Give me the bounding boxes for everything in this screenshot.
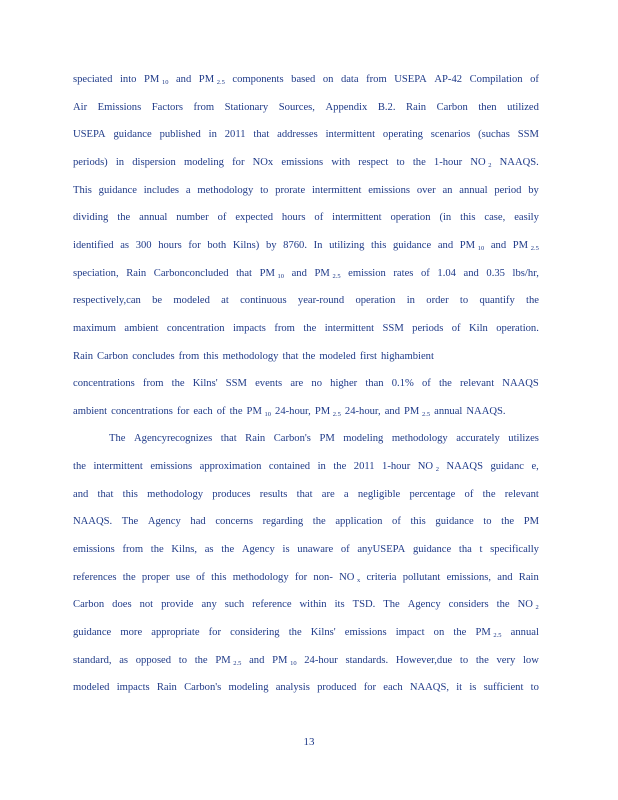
text-line: the intermittent emissions approximation contained in the 2011 1-hour NO $_2$ NAAQS guidanc e, xyxy=(73,461,539,474)
text-line: dividing the annual number of expected hours of intermittent operation (in this case, easily xyxy=(73,212,539,224)
text-line: This guidance includes a methodology to prorate intermittent emissions over an annual period by xyxy=(73,184,539,196)
text-line: Air Emissions Factors from Stationary Sources, Appendix B.2. Rain Carbon then utilized xyxy=(73,101,539,113)
text-line: references the proper use of this methodology for non- NO $_x$ criteria pollutant emissions, and Rain xyxy=(73,571,539,584)
page-number: 13 xyxy=(303,736,315,748)
text-line: identified as 300 hours for both Kilns) by 8760. In utilizing this guidance and PM $_{10}$ and PM $_{2.5}$ xyxy=(73,239,539,252)
text-line: speciation, Rain Carbonconcluded that PM $_{10}$ and PM $_{2.5}$ emission rates of 1.04 and 0.35 lbs/hr, xyxy=(73,267,539,280)
text-line: ambient concentrations for each of the PM $_{10}$ 24-hour, PM $_{2.5}$ 24-hour, and PM $_{2.5}$ annual NAAQS. xyxy=(73,405,506,418)
text-line: and that this methodology produces results that are a negligible percentage of the relevant xyxy=(73,488,539,500)
text-line: guidance more appropriate for considering the Kilns' emissions impact on the PM $_{2.5}$ annual xyxy=(73,627,539,639)
text-line: The Agencyrecognizes that Rain Carbon's PM modeling methodology accurately utilizes xyxy=(109,433,539,445)
text-line: speciated into PM $_{10}$ and PM $_{2.5}$ components based on data from USEPA AP-42 Compilation of xyxy=(73,74,539,86)
text-line: NAAQS. The Agency had concerns regarding the application of this guidance to the PM xyxy=(73,516,539,528)
text-line: standard, as opposed to the PM $_{2.5}$ and PM $_{10}$ 24-hour standards. However,due to the very low xyxy=(73,654,539,667)
text-line: emissions from the Kilns, as the Agency is unaware of anyUSEPA guidance tha t specifically xyxy=(73,544,539,556)
text-line: respectively,can be modeled at continuous year-round operation in order to quantify the xyxy=(73,295,539,307)
text-line: Carbon does not provide any such reference within its TSD. The Agency considers the NO $_2$ xyxy=(73,599,539,612)
text-line: concentrations from the Kilns' SSM events are no higher than 0.1% of the relevant NAAQS xyxy=(73,378,539,390)
text-line: modeled impacts Rain Carbon's modeling analysis produced for each NAAQS, it is sufficient to xyxy=(73,682,539,694)
text-line: maximum ambient concentration impacts from the intermittent SSM periods of Kiln operation. xyxy=(73,322,539,334)
text-line: periods) in dispersion modeling for NOx emissions with respect to the 1-hour NO $_2$ NAAQS. xyxy=(73,156,539,169)
text-line: USEPA guidance published in 2011 that addresses intermittent operating scenarios (suchas SSM xyxy=(73,129,539,141)
text-line: Rain Carbon concludes from this methodology that the modeled first highambient xyxy=(73,350,434,362)
